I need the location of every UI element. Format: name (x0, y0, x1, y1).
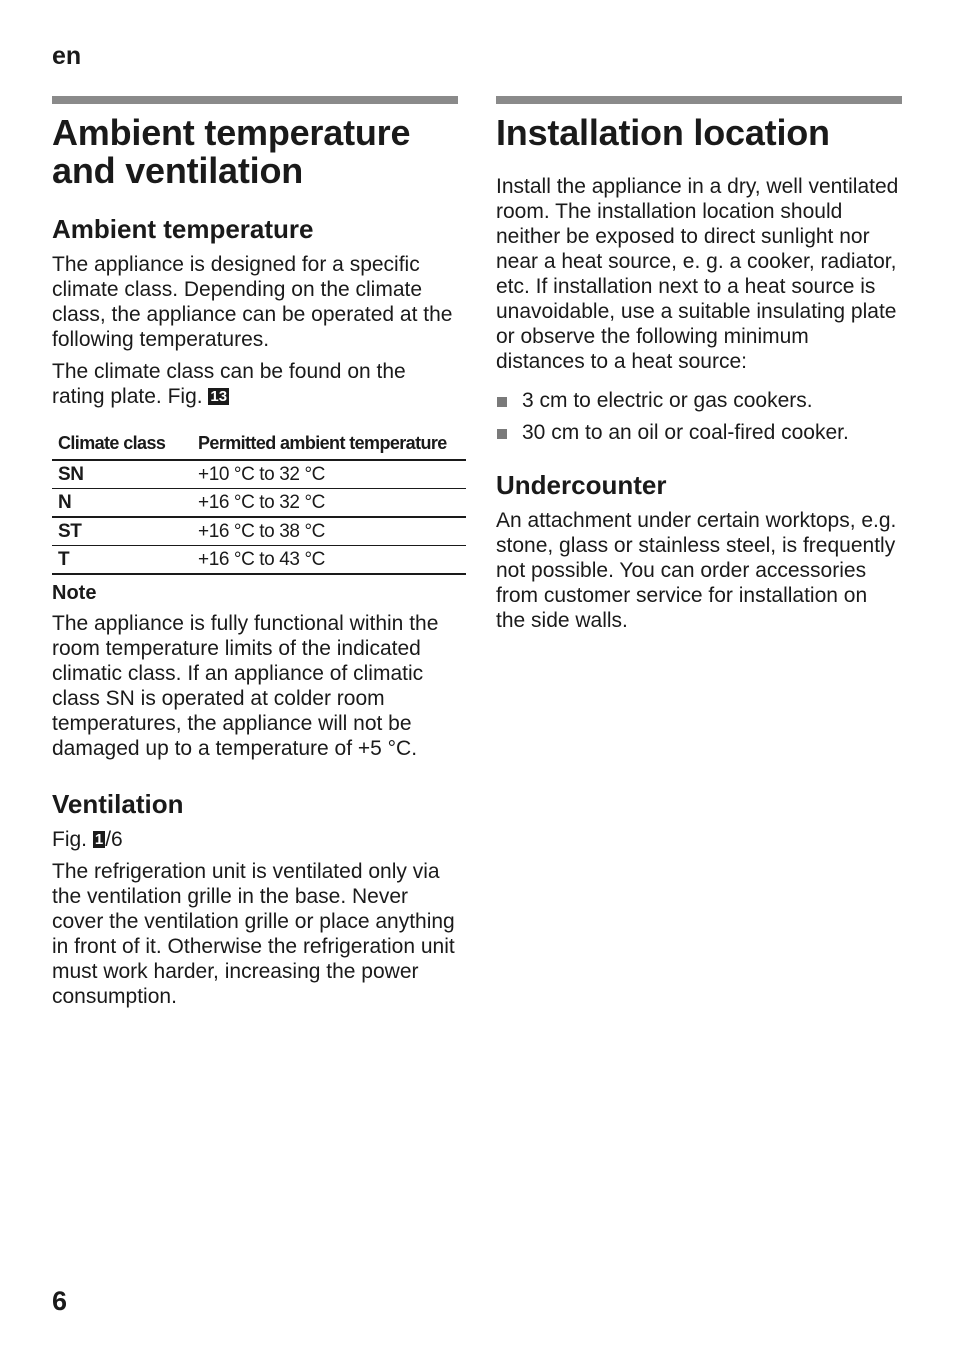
list-item (496, 420, 902, 445)
note-text: The appliance is fully functional within the room temperature limits of the indicated climatic class. If an appliance of climatic class SN is operated at colder room temperatures, the appliance will not be damaged up to a temperature of +5 °C. (52, 612, 439, 760)
temperature-cell: +10 °C to 32 °C (192, 460, 466, 489)
figure-suffix: /6 (105, 828, 123, 851)
bullet-square-icon (497, 429, 507, 439)
list-item-text: 3 cm to electric or gas cookers. (522, 389, 813, 412)
table-header-climate-class: Climate class (52, 431, 192, 460)
ventilation-text: The refrigeration unit is ventilated only via the ventilation grille in the base. Never cover the ventilation grille or place anything in front of it. Otherwise the refrigeration unit must work harder, increasing the power consumption. (52, 860, 455, 1008)
climate-class-cell: SN (52, 460, 192, 489)
undercounter-text: An attachment under certain worktops, e.g. stone, glass or stainless steel, is frequently not possible. You can order accessories from customer service for installation on the side walls. (496, 509, 897, 632)
undercounter-heading: Undercounter (496, 470, 667, 500)
distance-list (496, 388, 902, 445)
section-divider (52, 96, 458, 104)
temperature-cell: +16 °C to 32 °C (192, 489, 466, 518)
page-number: 6 (52, 1286, 68, 1316)
climate-class-cell: ST (52, 517, 192, 546)
section-title: Installation location (496, 112, 830, 153)
table-header-row (52, 431, 466, 460)
climate-class-cell: T (52, 546, 192, 575)
note-title: Note (52, 582, 97, 604)
section-divider (496, 96, 902, 104)
figure-prefix: Fig. (52, 828, 93, 851)
table-header-permitted-temperature: Permitted ambient temperature (192, 431, 466, 460)
table-row (52, 460, 466, 489)
figure-reference-badge: 13 (210, 388, 228, 405)
section-title: Ambient temperature and ventilation (52, 112, 411, 191)
climate-class-cell: N (52, 489, 192, 518)
list-item (496, 388, 902, 413)
climate-class-table (52, 431, 466, 575)
ambient-paragraph: The appliance is designed for a specific climate class. Depending on the climate class, the appliance can be operated at the following temperatures. (52, 253, 453, 351)
installation-intro: Install the appliance in a dry, well ventilated room. The installation location should neither be exposed to direct sunlight nor near a heat source, e. g. a cooker, radiator, etc. If installation next to a heat source is unavoidable, use a suitable insulating plate or observe the following minimum distances to a heat source: (496, 175, 899, 373)
figure-reference-badge: 1 (94, 831, 104, 848)
ventilation-heading: Ventilation (52, 789, 184, 819)
temperature-cell: +16 °C to 43 °C (192, 546, 466, 575)
list-item-text: 30 cm to an oil or coal-fired cooker. (522, 421, 849, 444)
rating-plate-paragraph (52, 359, 458, 409)
language-code: en (52, 42, 82, 70)
table-row (52, 517, 466, 546)
ventilation-figure-reference (52, 827, 458, 852)
right-column (496, 96, 902, 633)
bullet-square-icon (497, 397, 507, 407)
left-column (52, 96, 458, 1009)
table-row (52, 546, 466, 575)
temperature-cell: +16 °C to 38 °C (192, 517, 466, 546)
ambient-temperature-heading: Ambient temperature (52, 214, 314, 244)
rating-plate-text: The climate class can be found on the rating plate. Fig. (52, 360, 406, 408)
table-row (52, 489, 466, 518)
